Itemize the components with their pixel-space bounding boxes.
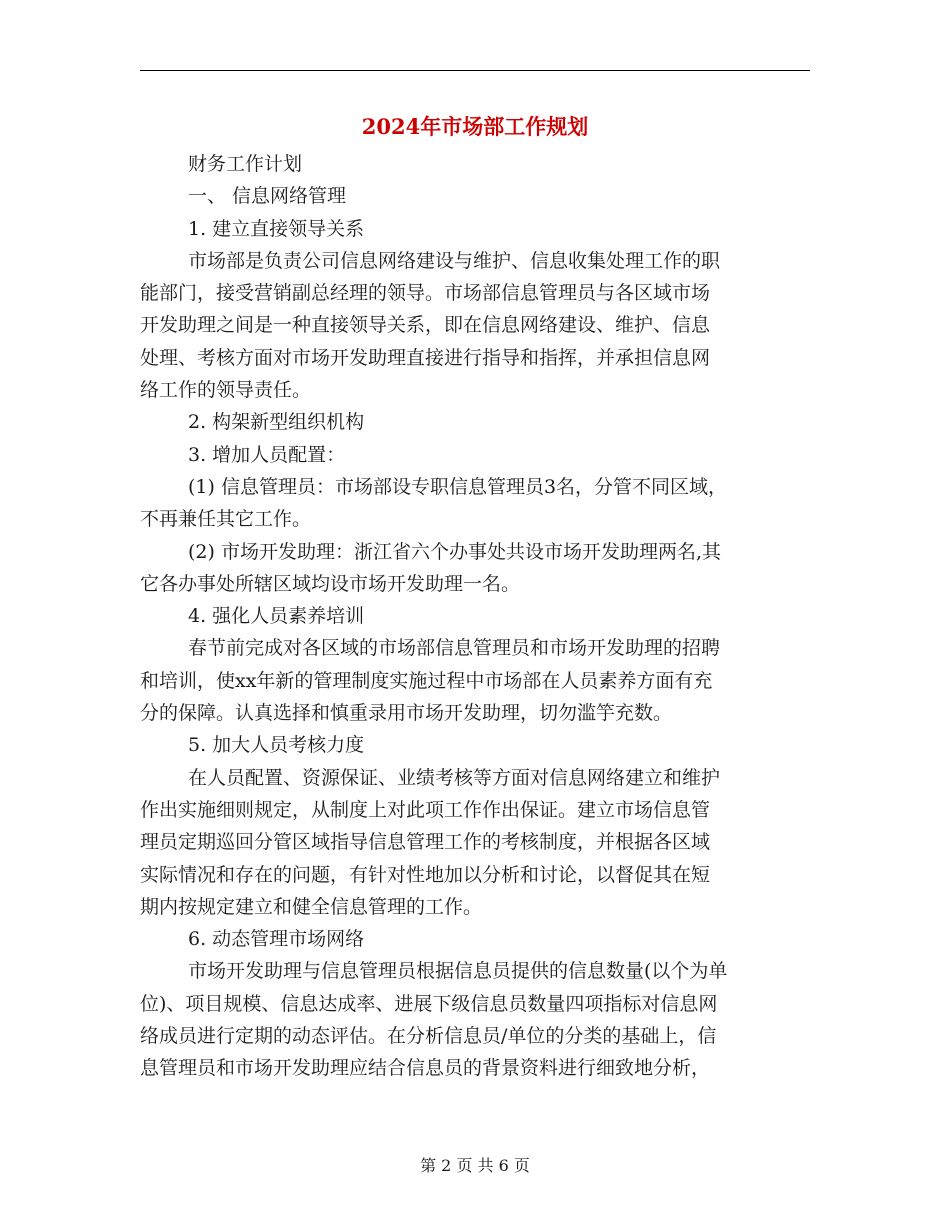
text-line: 和培训，使xx年新的管理制度实施过程中市场部在人员素养方面有充 — [140, 669, 713, 692]
text-line: 期内按规定建立和健全信息管理的工作。 — [140, 895, 483, 918]
subsection-heading: 4. 强化人员素养培训 — [188, 605, 365, 628]
section-heading: 一、 信息网络管理 — [188, 185, 347, 208]
text-line: 开发助理之间是一种直接领导关系，即在信息网络建设、维护、信息 — [140, 314, 711, 337]
text-line: (2) 市场开发助理：浙江省六个办事处共设市场开发助理两名,其 — [188, 540, 721, 563]
subsection-heading: 5. 加大人员考核力度 — [188, 734, 365, 757]
document-body — [140, 148, 810, 1085]
text-line: 络工作的领导责任。 — [140, 379, 312, 402]
text-line: 市场部是负责公司信息网络建设与维护、信息收集处理工作的职 — [188, 249, 721, 272]
page-footer: 第 2 页 共 6 页 — [420, 1156, 530, 1175]
text-line: 息管理员和市场开发助理应结合信息员的背景资料进行细致地分析， — [140, 1057, 711, 1080]
text-line: 能部门，接受营销副总经理的领导。市场部信息管理员与各区域市场 — [140, 282, 711, 305]
text-line: 实际情况和存在的问题，有针对性地加以分析和讨论，以督促其在短 — [140, 863, 711, 886]
text-line: 不再兼任其它工作。 — [140, 508, 312, 531]
text-line: 理员定期巡回分管区域指导信息管理工作的考核制度，并根据各区域 — [140, 831, 711, 854]
text-line: 它各办事处所辖区域均设市场开发助理一名。 — [140, 572, 521, 595]
text-line: 络成员进行定期的动态评估。在分析信息员/单位的分类的基础上，信 — [140, 1025, 717, 1048]
text-line: 市场开发助理与信息管理员根据信息员提供的信息数量(以个为单 — [188, 960, 728, 983]
subsection-heading: 3. 增加人员配置： — [188, 443, 346, 466]
subsection-heading: 2. 构架新型组织机构 — [188, 411, 365, 434]
subsection-heading: 6. 动态管理市场网络 — [188, 928, 365, 951]
text-line: 位)、项目规模、信息达成率、进展下级信息员数量四项指标对信息网 — [140, 992, 718, 1015]
text-line: 在人员配置、资源保证、业绩考核等方面对信息网络建立和维护 — [188, 766, 721, 789]
text-line: 作出实施细则规定，从制度上对此项工作作出保证。建立市场信息管 — [140, 798, 711, 821]
document-title: 2024年市场部工作规划 — [361, 114, 589, 139]
text-line: (1) 信息管理员：市场部设专职信息管理员3名，分管不同区域， — [188, 475, 728, 498]
text-line: 春节前完成对各区域的市场部信息管理员和市场开发助理的招聘 — [188, 637, 721, 660]
text-line: 处理、考核方面对市场开发助理直接进行指导和指挥，并承担信息网 — [140, 346, 711, 369]
text-line: 财务工作计划 — [188, 153, 303, 175]
text-line: 分的保障。认真选择和慎重录用市场开发助理，切勿滥竽充数。 — [140, 702, 673, 725]
subsection-heading: 1. 建立直接领导关系 — [188, 217, 365, 240]
header-rule — [140, 70, 810, 71]
